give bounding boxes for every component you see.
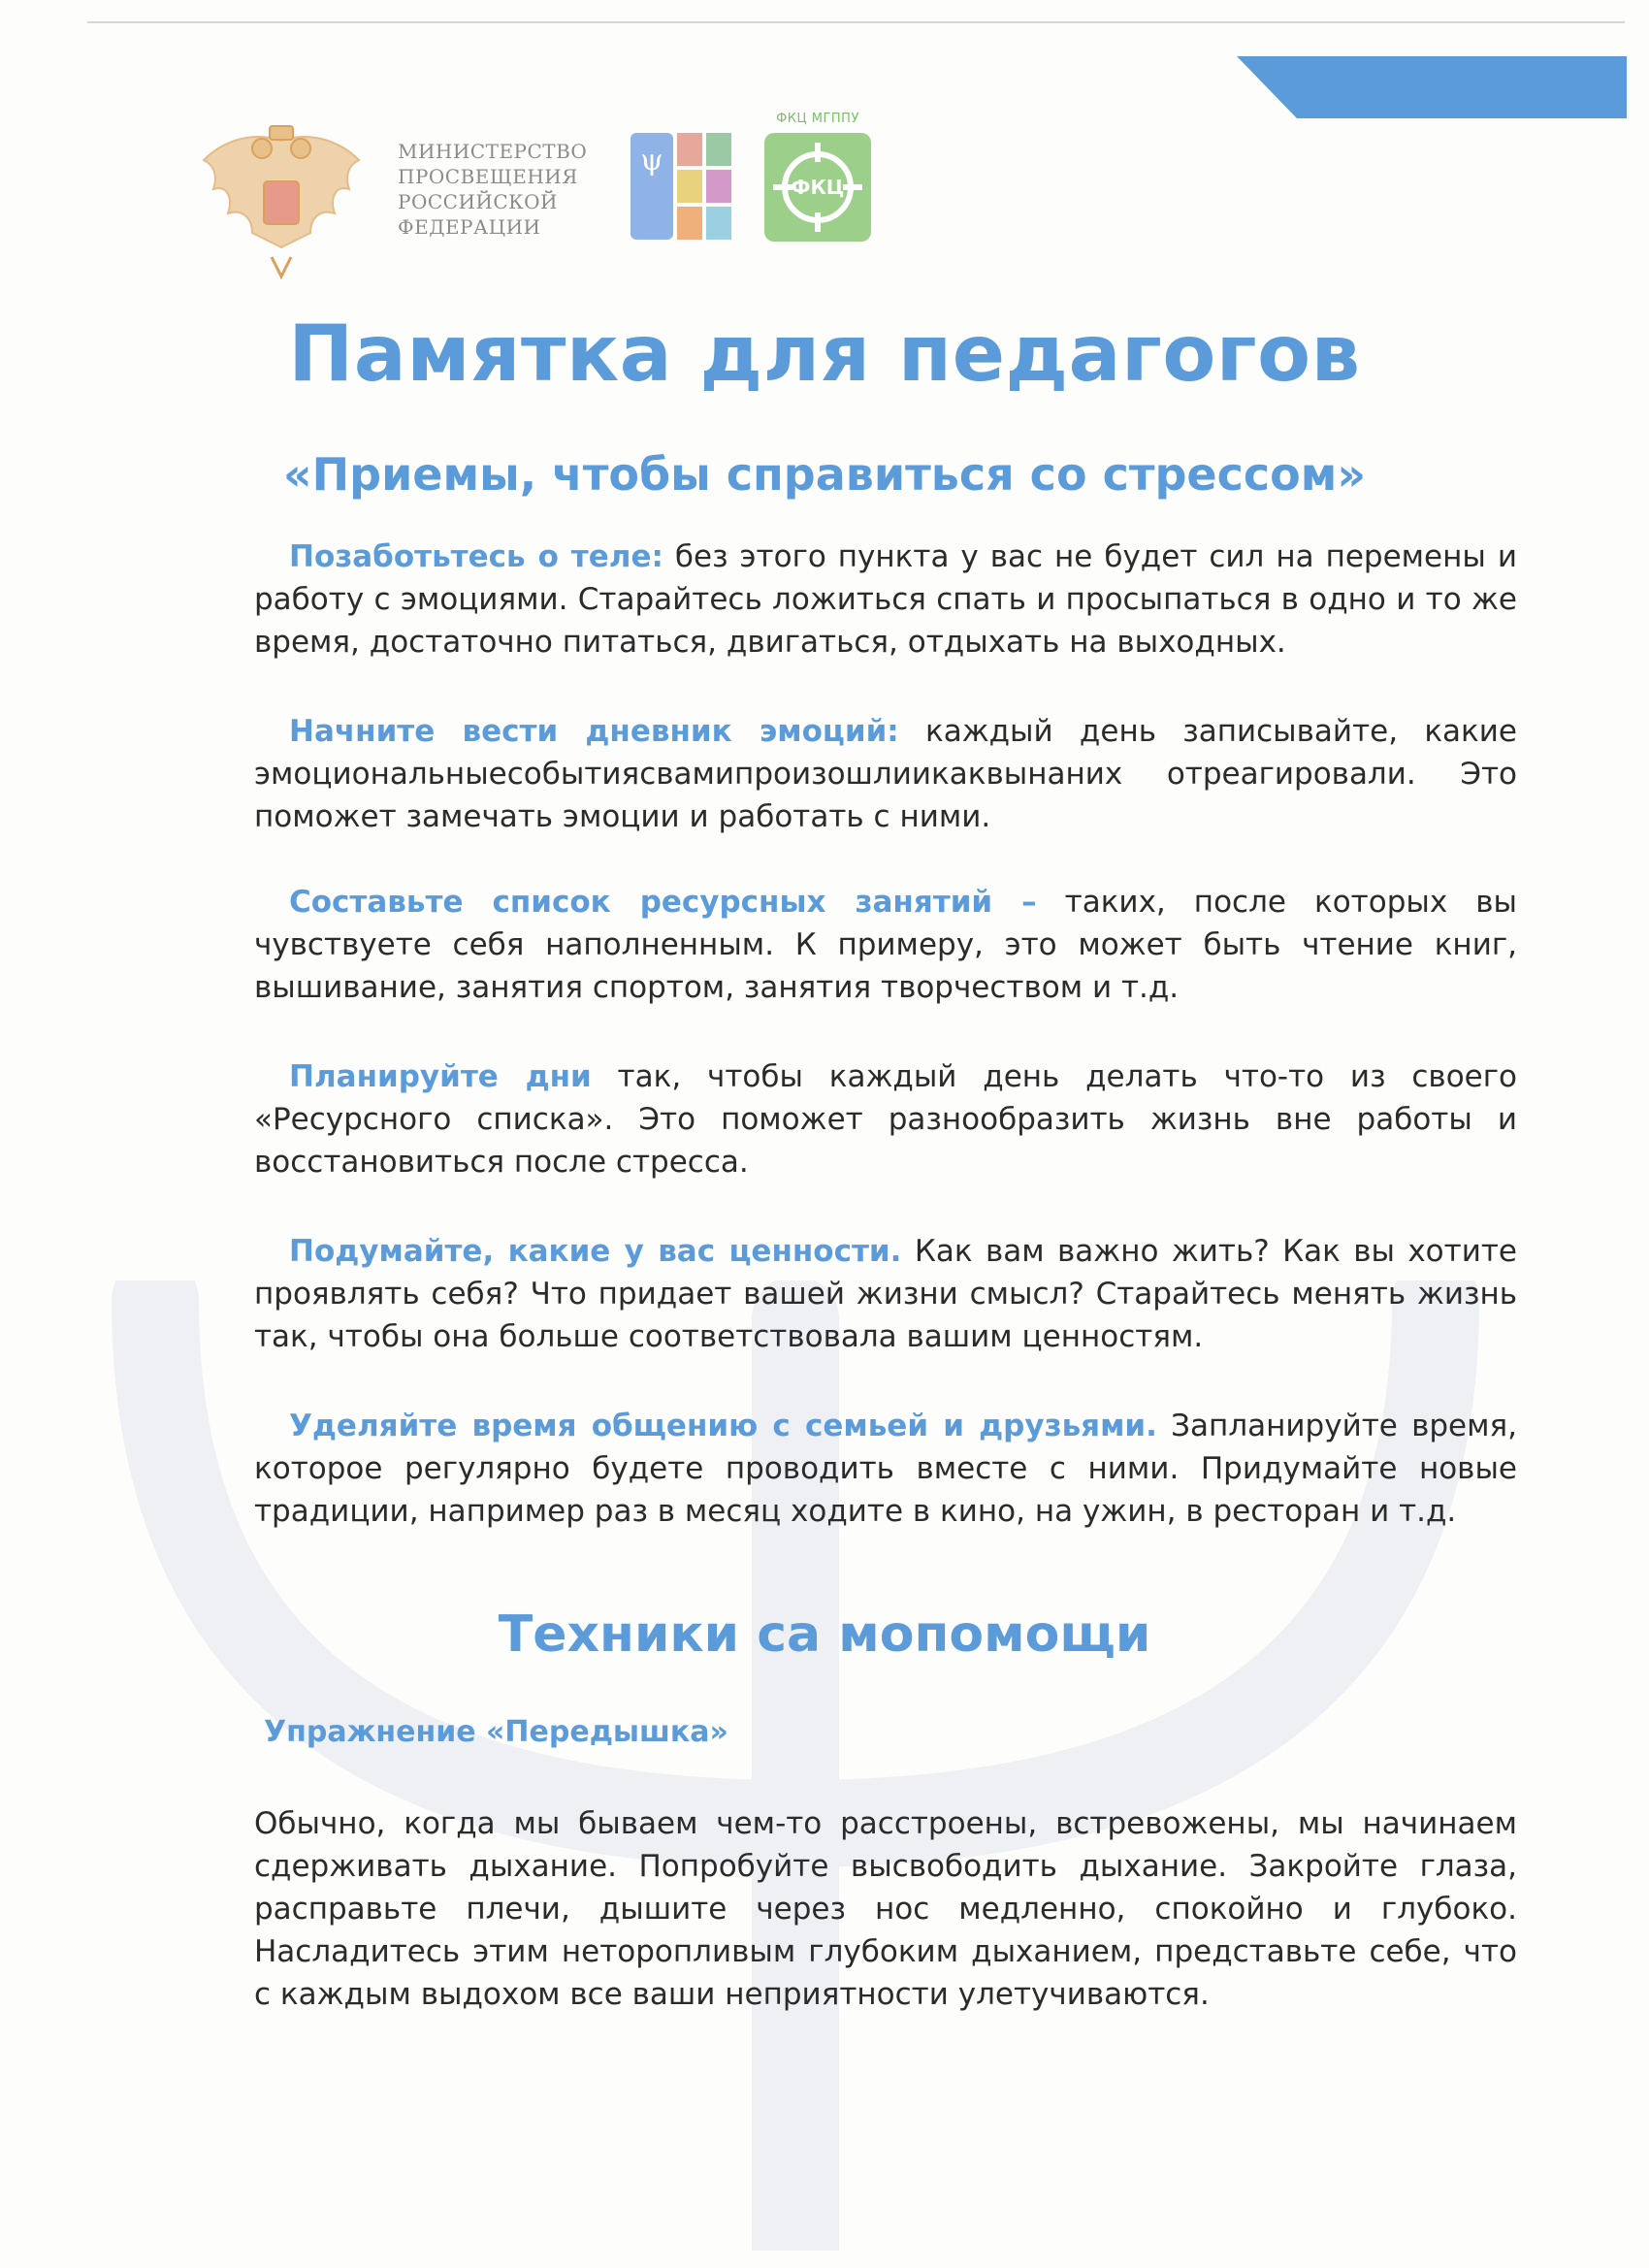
tip-text: так, чтобы каждый день делать что-то из своего «Ресурсного списка». Это поможет разнообразить жизнь вне работы и восстановиться после стресса. [254,1059,1517,1180]
page-subtitle: «Приемы, чтобы справиться со стрессом» [282,448,1367,501]
tip-lead: Подумайте, какие у вас ценности. [289,1234,902,1269]
tip-text: Запланируйте время, которое регулярно будете проводить вместе с ними. Придумайте новые традиции, например раз в месяц ходите в кино, на ужин, в ресторан и т.д. [254,1409,1517,1529]
tip-lead: Начните вести дневник эмоций: [289,714,899,749]
ministry-line-4: ФЕДЕРАЦИИ [398,215,541,239]
tip-paragraph-family-time [254,1405,1517,1533]
corner-accent-band [1237,56,1627,118]
page-title: Памятка для педагогов [288,308,1361,399]
state-emblem-icon [184,121,378,286]
tip-text: Как вам важно жить? Как вы хотите проявлять себя? Что придает вашей жизни смысл? Старайтесь менять жизнь так, чтобы она больше соответствовала вашим ценностям. [254,1234,1517,1354]
exercise-text: Обычно, когда мы бываем чем-то расстроены, встревожены, мы начинаем сдерживать дыхание. Попробуйте высвободить дыхание. Закройте глаза, расправьте плечи, дышите через нос медленно, спокойно и глубоко. Насладитесь этим неторопливым глубоким дыханием, представьте себе, что с каждым выдохом все ваши неприятности улетучиваются. [254,1806,1517,2012]
svg-text:ФКЦ: ФКЦ [791,176,845,199]
ministry-line-1: МИНИСТЕРСТВО [398,140,588,163]
fkc-caption: ФКЦ МГППУ [776,112,859,126]
ministry-line-2: ПРОСВЕЩЕНИЯ [398,165,578,188]
tip-lead: Уделяйте время общению с семьей и друзьями. [289,1409,1157,1443]
ministry-line-3: РОССИЙСКОЙ [398,190,558,213]
svg-text:ψ: ψ [640,144,663,178]
tip-text: каждый день записывайте, какие эмоциональныесобытиясвамипроизошлиикаквынаних отреагировали. Это поможет замечать эмоции и работать с ними. [254,714,1517,834]
tip-text: таких, после которых вы чувствуете себя наполненным. К примеру, это может быть чтение книг, вышивание, занятия спортом, занятия творчеством и т.д. [254,885,1517,1005]
tip-paragraph-resource-list [254,881,1517,1009]
tip-paragraph-plan-days [254,1055,1517,1183]
tip-lead: Позаботьтесь о теле: [289,539,663,574]
tip-text: без этого пункта у вас не будет сил на перемены и работу с эмоциями. Старайтесь ложиться спать и просыпаться в одно и то же время, достаточно питаться, двигаться, отдыхать на выходных. [254,539,1517,660]
page-top-rule [87,21,1625,23]
tip-lead: Составьте список ресурсных занятий – [289,885,1037,920]
fkc-logo-icon [764,133,871,242]
self-help-heading: Техники са мопомощи [498,1605,1151,1664]
exercise-title: Упражнение «Передышка» [264,1715,728,1749]
tip-paragraph-values [254,1230,1517,1358]
ministry-name [398,139,588,240]
tip-lead: Планируйте дни [289,1059,592,1094]
tip-paragraph-body-care [254,535,1517,664]
header-logos [184,112,1600,276]
tip-paragraph-emotion-diary [254,710,1517,838]
psychology-logo-icon [630,133,731,240]
